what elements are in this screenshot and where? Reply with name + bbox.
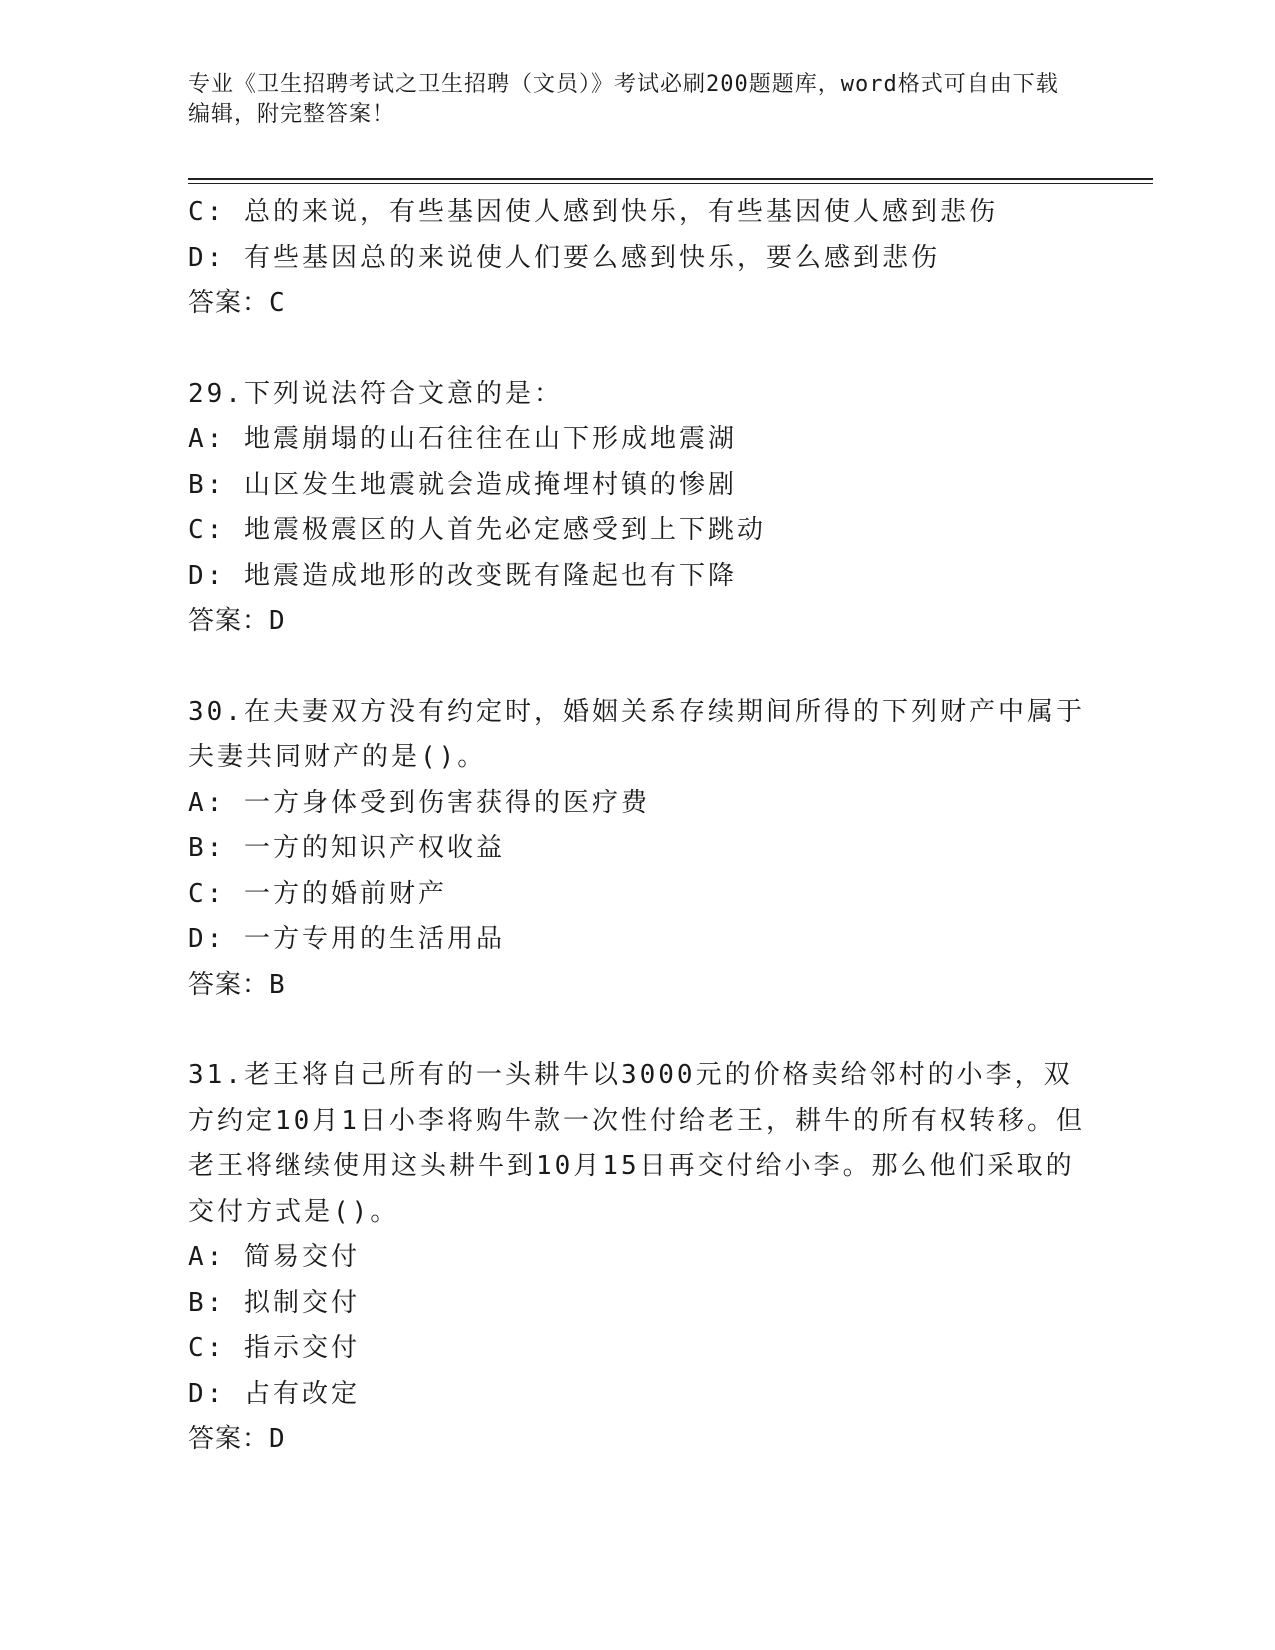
answer-line: 答案：B: [188, 969, 286, 1000]
option-d: D: 有些基因总的来说使人们要么感到快乐，要么感到悲伤: [188, 242, 940, 273]
question-stem: 29.下列说法符合文意的是：: [188, 378, 563, 409]
option-c: C: 总的来说，有些基因使人感到快乐，有些基因使人感到悲伤: [188, 197, 998, 227]
partial-question: [188, 190, 1088, 327]
option-b: B: 一方的知识产权收益: [188, 833, 505, 863]
option-c: C: 指示交付: [188, 1333, 360, 1363]
option-c: C: 一方的婚前财产: [188, 878, 447, 909]
option-a: A: 一方身体受到伤害获得的医疗费: [188, 787, 650, 818]
option-a: A: 简易交付: [188, 1242, 360, 1272]
question-31: [188, 1053, 1088, 1463]
question-stem: 30.在夫妻双方没有约定时，婚姻关系存续期间所得的下列财产中属于夫妻共同财产的是()。: [188, 696, 1085, 772]
question-29: [188, 372, 1088, 645]
header-rule-top: [188, 178, 1153, 180]
answer-line: 答案：D: [188, 1424, 286, 1454]
option-a: A: 地震崩塌的山石往往在山下形成地震湖: [188, 424, 737, 454]
answer-line: 答案：D: [188, 606, 286, 636]
question-list: [188, 190, 1088, 1463]
header-rule-bottom: [188, 183, 1153, 184]
option-d: D: 一方专用的生活用品: [188, 924, 505, 954]
option-d: D: 地震造成地形的改变既有隆起也有下降: [188, 560, 737, 591]
question-stem: 31.老王将自己所有的一头耕牛以3000元的价格卖给邻村的小李，双方约定10月1日小李将购牛款一次性付给老王，耕牛的所有权转移。但老王将继续使用这头耕牛到10月15日再交付给小李。那么他们采取的交付方式是()。: [188, 1060, 1085, 1227]
option-b: B: 拟制交付: [188, 1287, 360, 1318]
option-b: B: 山区发生地震就会造成掩埋村镇的惨剧: [188, 469, 737, 500]
document-header: 专业《卫生招聘考试之卫生招聘（文员）》考试必刷200题题库，word格式可自由下载编辑，附完整答案！: [188, 72, 1059, 127]
option-d: D: 占有改定: [188, 1378, 360, 1409]
option-c: C: 地震极震区的人首先必定感受到上下跳动: [188, 515, 766, 545]
question-30: [188, 690, 1088, 1009]
answer-line: 答案：C: [188, 288, 286, 318]
